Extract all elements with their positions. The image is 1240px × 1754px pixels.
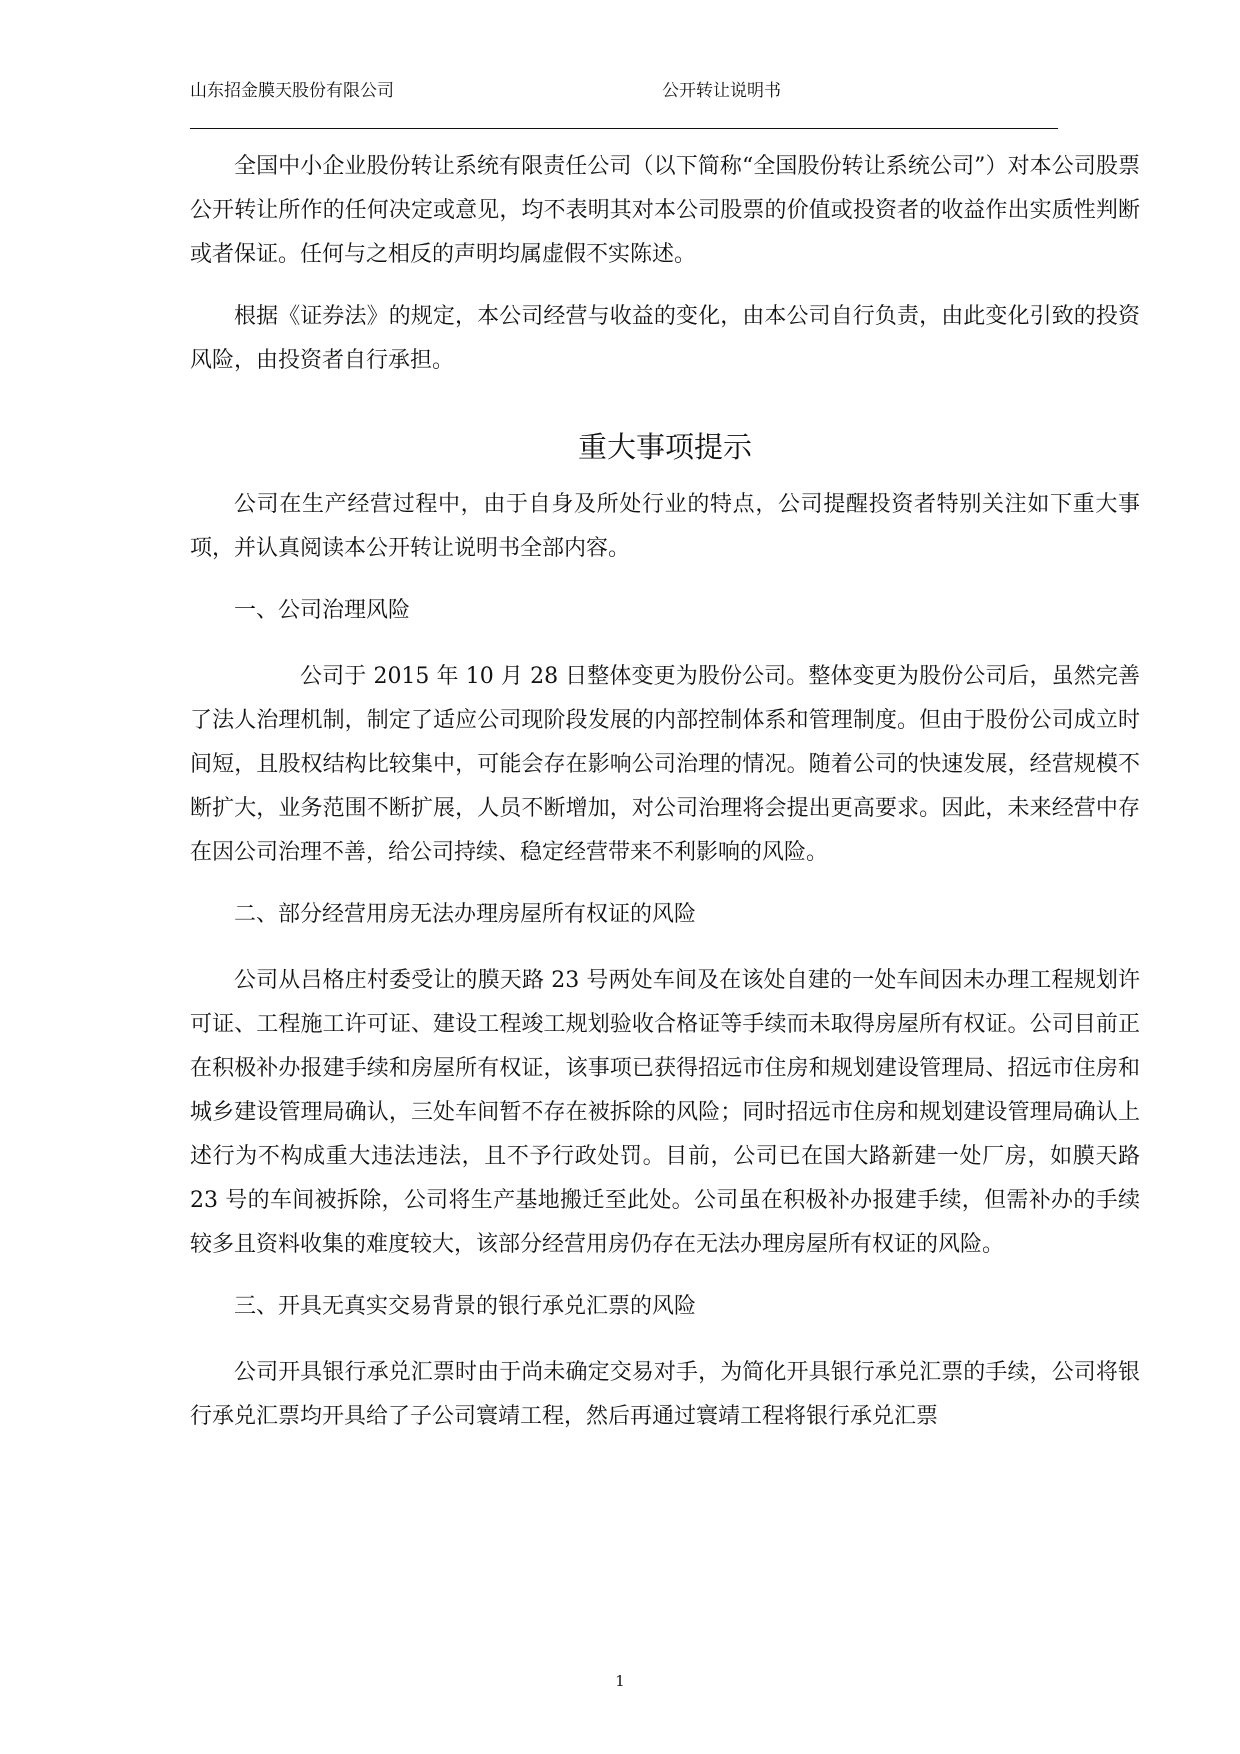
page-number: 1 (615, 1672, 625, 1690)
risk-text-governance: 公司于 2015 年 10 月 28 日整体变更为股份公司。整体变更为股份公司后，虽然完善了法人治理机制，制定了适应公司现阶段发展的内部控制体系和管理制度。但由于股份公司成立时间短，且股权结构比较集中，可能会存在影响公司治理的情况。随着公司的快速发展，经营规模不断扩大，业务范围不断扩展，人员不断增加，对公司治理将会提出更高要求。因此，未来经营中存在因公司治理不善，给公司持续、稳定经营带来不利影响的风险。 (190, 664, 1140, 865)
securities-law-paragraph: 根据《证券法》的规定，本公司经营与收益的变化，由本公司自行负责，由此变化引致的投资风险，由投资者自行承担。 (190, 304, 1140, 373)
header-company-name: 山东招金膜天股份有限公司 (190, 81, 394, 101)
risk-text-bills: 公司开具银行承兑汇票时由于尚未确定交易对手，为简化开具银行承兑汇票的手续，公司将银行承兑汇票均开具给了子公司寰靖工程，然后再通过寰靖工程将银行承兑汇票 (190, 1360, 1140, 1429)
risk-heading-bills: 三、开具无真实交易背景的银行承兑汇票的风险 (234, 1294, 697, 1319)
header-document-title: 公开转让说明书 (662, 81, 781, 101)
section-lead-paragraph: 公司在生产经营过程中，由于自身及所处行业的特点，公司提醒投资者特别关注如下重大事项，并认真阅读本公开转让说明书全部内容。 (190, 492, 1140, 561)
page-header (190, 76, 1058, 106)
risk-text-property: 公司从吕格庄村委受让的膜天路 23 号两处车间及在该处自建的一处车间因未办理工程规划许可证、工程施工许可证、建设工程竣工规划验收合格证等手续而未取得房屋所有权证。公司目前正在积极补办报建手续和房屋所有权证，该事项已获得招远市住房和规划建设管理局、招远市住房和城乡建设管理局确认，三处车间暂不存在被拆除的风险；同时招远市住房和规划建设管理局确认上述行为不构成重大违法违法，且不予行政处罚。目前，公司已在国大路新建一处厂房，如膜天路 23 号的车间被拆除，公司将生产基地搬迁至此处。公司虽在积极补办报建手续，但需补办的手续较多且资料收集的难度较大，该部分经营用房仍存在无法办理房屋所有权证的风险。 (190, 968, 1140, 1257)
section-title: 重大事项提示 (577, 430, 752, 464)
risk-heading-property: 二、部分经营用房无法办理房屋所有权证的风险 (234, 902, 697, 927)
risk-heading-governance: 一、公司治理风险 (234, 598, 411, 623)
header-divider (190, 128, 1058, 129)
disclaimer-paragraph: 全国中小企业股份转让系统有限责任公司（以下简称“全国股份转让系统公司”）对本公司股票公开转让所作的任何决定或意见，均不表明其对本公司股票的价值或投资者的收益作出实质性判断或者保证。任何与之相反的声明均属虚假不实陈述。 (190, 154, 1140, 267)
document-body (190, 145, 1140, 1457)
